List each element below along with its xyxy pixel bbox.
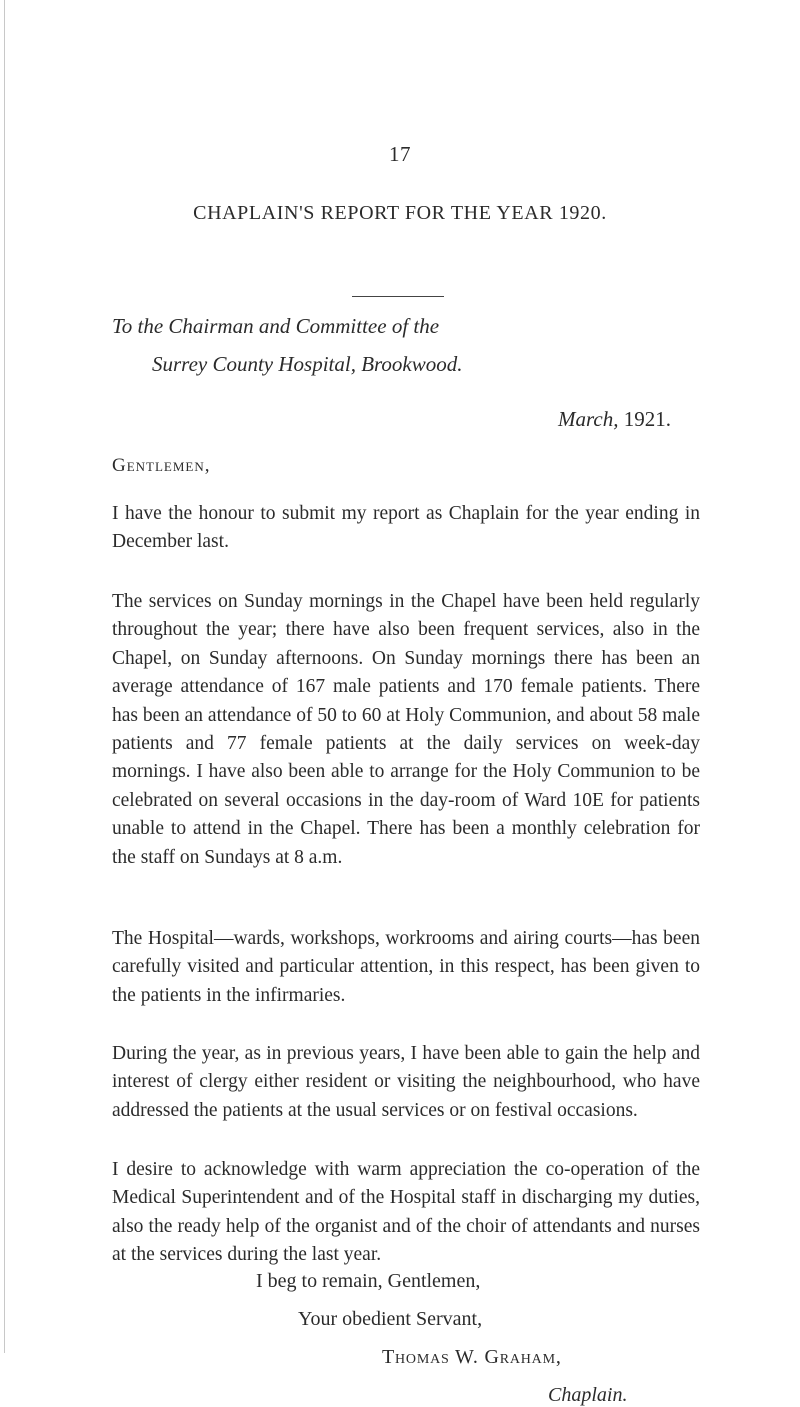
signature	[382, 1346, 562, 1369]
paragraph-3: The Hospital—wards, workshops, workrooms and airing courts—has been carefully visited and particular attention, in this respect, has been given to the patients in the infirmaries.	[112, 928, 700, 1006]
paragraph-1: I have the honour to submit my report as Chaplain for the year ending in December last.	[112, 503, 700, 553]
report-date	[558, 407, 671, 432]
closing-line-1: I beg to remain, Gentlemen,	[256, 1270, 481, 1292]
paragraph-5: I desire to acknowledge with warm appreciation the co-operation of the Medical Superintendent and of the Hospital staff in discharging my duties, also the ready help of the organist and of the choir of attendants and nurses at the services during the last year.	[112, 1159, 700, 1266]
report-title: CHAPLAIN'S REPORT FOR THE YEAR 1920.	[193, 202, 607, 224]
signatory-role: Chaplain.	[548, 1384, 628, 1406]
salutation: Gentlemen,	[112, 455, 211, 476]
paragraph-4: During the year, as in previous years, I have been able to gain the help and interest of clergy either resident or visiting the neighbourhood, who have addressed the patients at the usual services or on festival occasions.	[112, 1043, 700, 1121]
paragraph-2: The services on Sunday mornings in the Chapel have been held regularly throughout the year; there have also been frequent services, also in the Chapel, on Sunday afternoons. On Sunday mornings there has been an average attendance of 167 male patients and 170 female patients. There has been an attendance of 50 to 60 at Holy Communion, and about 58 male patients and 77 female patients at the daily services on week-day mornings. I have also been able to arrange for the Holy Communion to be celebrated on several occasions in the day-room of Ward 10E for patients unable to attend in the Chapel. There has been a monthly celebration for the staff on Sundays at 8 a.m.	[112, 591, 700, 868]
title-divider	[352, 296, 444, 297]
date-year: 1921.	[623, 407, 671, 431]
date-month: March,	[558, 407, 619, 431]
signature-name: Thomas W. Graham,	[382, 1346, 562, 1368]
address-line-2: Surrey County Hospital, Brookwood.	[152, 352, 463, 376]
address-line-1: To the Chairman and Committee of the	[112, 314, 440, 338]
page-number: 17	[389, 142, 411, 166]
closing-line-2: Your obedient Servant,	[298, 1308, 483, 1330]
